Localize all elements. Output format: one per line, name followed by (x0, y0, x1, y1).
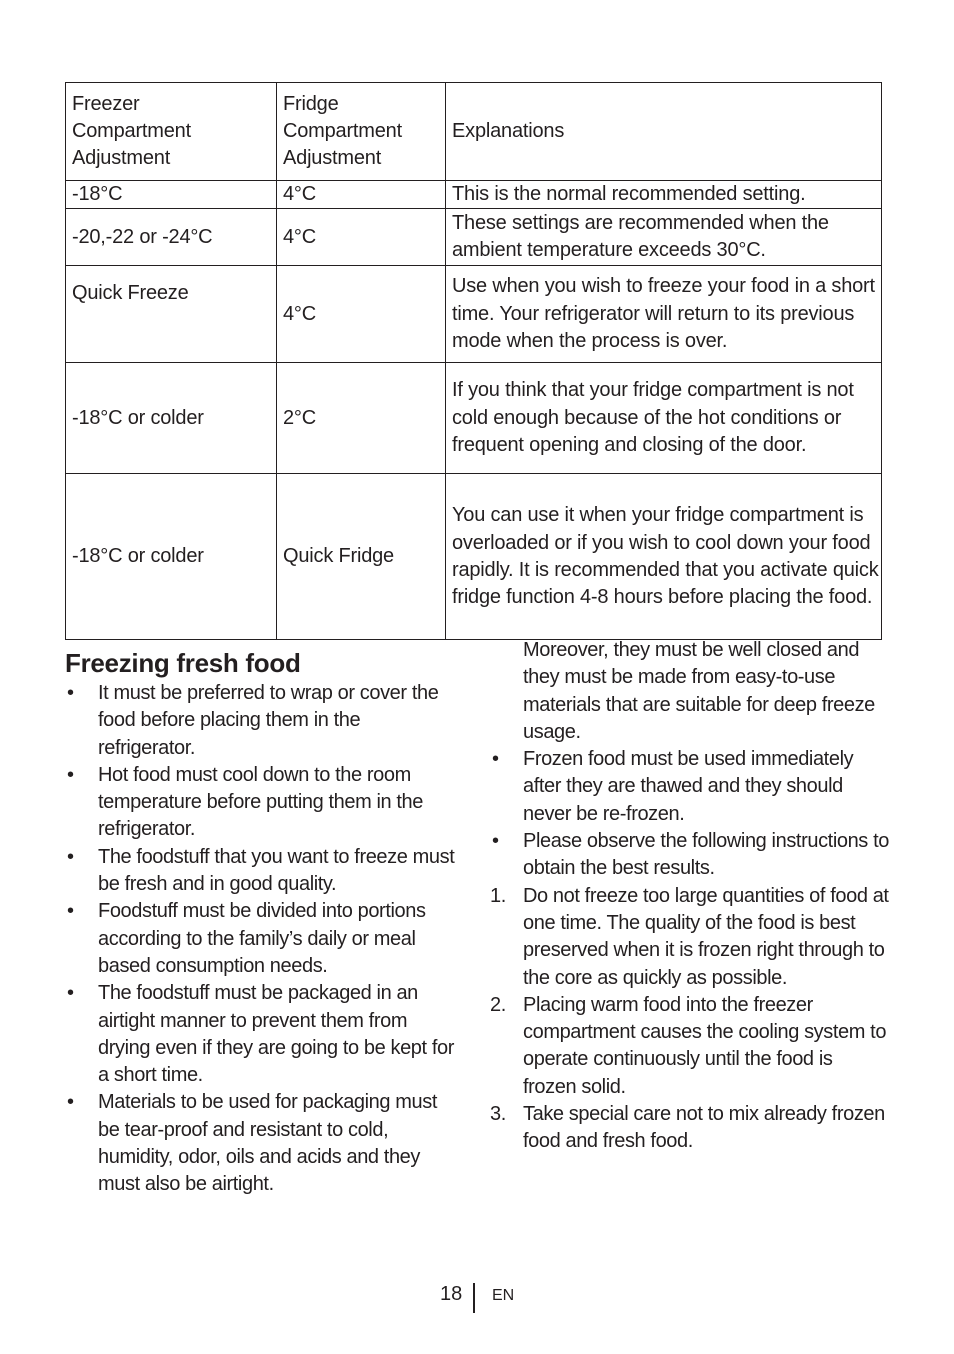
step-number: 3. (490, 1103, 506, 1126)
cell-fridge: 2°C (277, 363, 446, 474)
language-code: EN (492, 1287, 515, 1304)
list-item: • Foodstuff must be divided into portions according to the family’s daily or meal based consumption needs. (67, 900, 426, 977)
cell-freezer: Quick Freeze (66, 266, 277, 363)
bullet-icon: • (67, 900, 74, 923)
numbered-steps (490, 883, 890, 1156)
cell-fridge: 4°C (277, 181, 446, 209)
step-number: 2. (490, 993, 506, 1016)
table-row (66, 363, 882, 474)
step-number: 1. (490, 884, 506, 907)
cell-fridge: 4°C (277, 209, 446, 266)
bullet-icon: • (67, 845, 74, 868)
table-row (66, 474, 882, 640)
list-item: • Frozen food must be used immediately after they are thawed and they should never be re-frozen. (492, 748, 854, 825)
table-row (66, 209, 882, 266)
list-item: • Hot food must cool down to the room temperature before putting them in the refrigerator. (67, 763, 424, 841)
cell-freezer: -18°C (66, 181, 277, 209)
left-column (65, 646, 455, 1199)
section-title: Freezing fresh food (65, 648, 301, 678)
cell-explanation: Use when you wish to freeze your food in a short time. Your refrigerator will return to its previous mode when the process is over. (446, 266, 882, 363)
continuation-text: Moreover, they must be well closed and they must be made from easy-to-use materials that are suitable for deep freeze usage. (523, 639, 875, 743)
cell-fridge: 4°C (277, 266, 446, 363)
bullet-list-right (490, 746, 890, 882)
bullet-icon: • (67, 982, 74, 1005)
page-footer (0, 1280, 954, 1316)
header-fridge: Fridge Compartment Adjustment (277, 83, 446, 181)
cell-explanation: You can use it when your fridge compartment is overloaded or if you wish to cool down your food rapidly. It is recommended that you activate quick fridge function 4-8 hours before placing the food. (446, 474, 882, 640)
cell-freezer: -18°C or colder (66, 474, 277, 640)
step-item: 3. Take special care not to mix already frozen food and fresh food. (490, 1103, 885, 1153)
list-item: • Please observe the following instructions to obtain the best results. (492, 830, 889, 880)
cell-fridge: Quick Fridge (277, 474, 446, 640)
header-freezer: Freezer Compartment Adjustment (66, 83, 277, 181)
cell-freezer: -18°C or colder (66, 363, 277, 474)
list-item: • Materials to be used for packaging must be tear-proof and resistant to cold, humidity, odor, oils and acids and they must also be airtight. (67, 1091, 438, 1196)
bullet-list-left (65, 680, 455, 1199)
footer-divider (473, 1283, 475, 1313)
header-explanations: Explanations (446, 83, 882, 181)
list-item: • It must be preferred to wrap or cover the food before placing them in the refrigerator. (67, 682, 439, 759)
settings-table (65, 82, 882, 640)
list-item: • The foodstuff must be packaged in an airtight manner to prevent them from drying even if they are going to be kept for a short time. (67, 982, 454, 1087)
page-number: 18 (440, 1283, 463, 1305)
bullet-icon: • (67, 682, 74, 704)
right-column (490, 637, 890, 1156)
list-item: • The foodstuff that you want to freeze must be fresh and in good quality. (67, 845, 455, 896)
table-header-row (66, 83, 882, 181)
cell-explanation: These settings are recommended when the ambient temperature exceeds 30°C. (446, 209, 882, 266)
cell-explanation: This is the normal recommended setting. (446, 181, 882, 209)
step-item: 2. Placing warm food into the freezer compartment causes the cooling system to operate continuously until the food is frozen solid. (490, 993, 887, 1098)
table-row (66, 181, 882, 209)
bullet-icon: • (67, 1091, 74, 1114)
cell-freezer: -20,-22 or -24°C (66, 209, 277, 266)
bullet-icon: • (492, 748, 499, 771)
table-row (66, 266, 882, 363)
bullet-icon: • (492, 830, 499, 853)
bullet-icon: • (67, 763, 74, 786)
step-item: 1. Do not freeze too large quantities of food at one time. The quality of the food is best preserved when it is frozen right through to the core as quickly as possible. (490, 884, 889, 989)
cell-explanation: If you think that your fridge compartment is not cold enough because of the hot conditions or frequent opening and closing of the door. (446, 363, 882, 474)
